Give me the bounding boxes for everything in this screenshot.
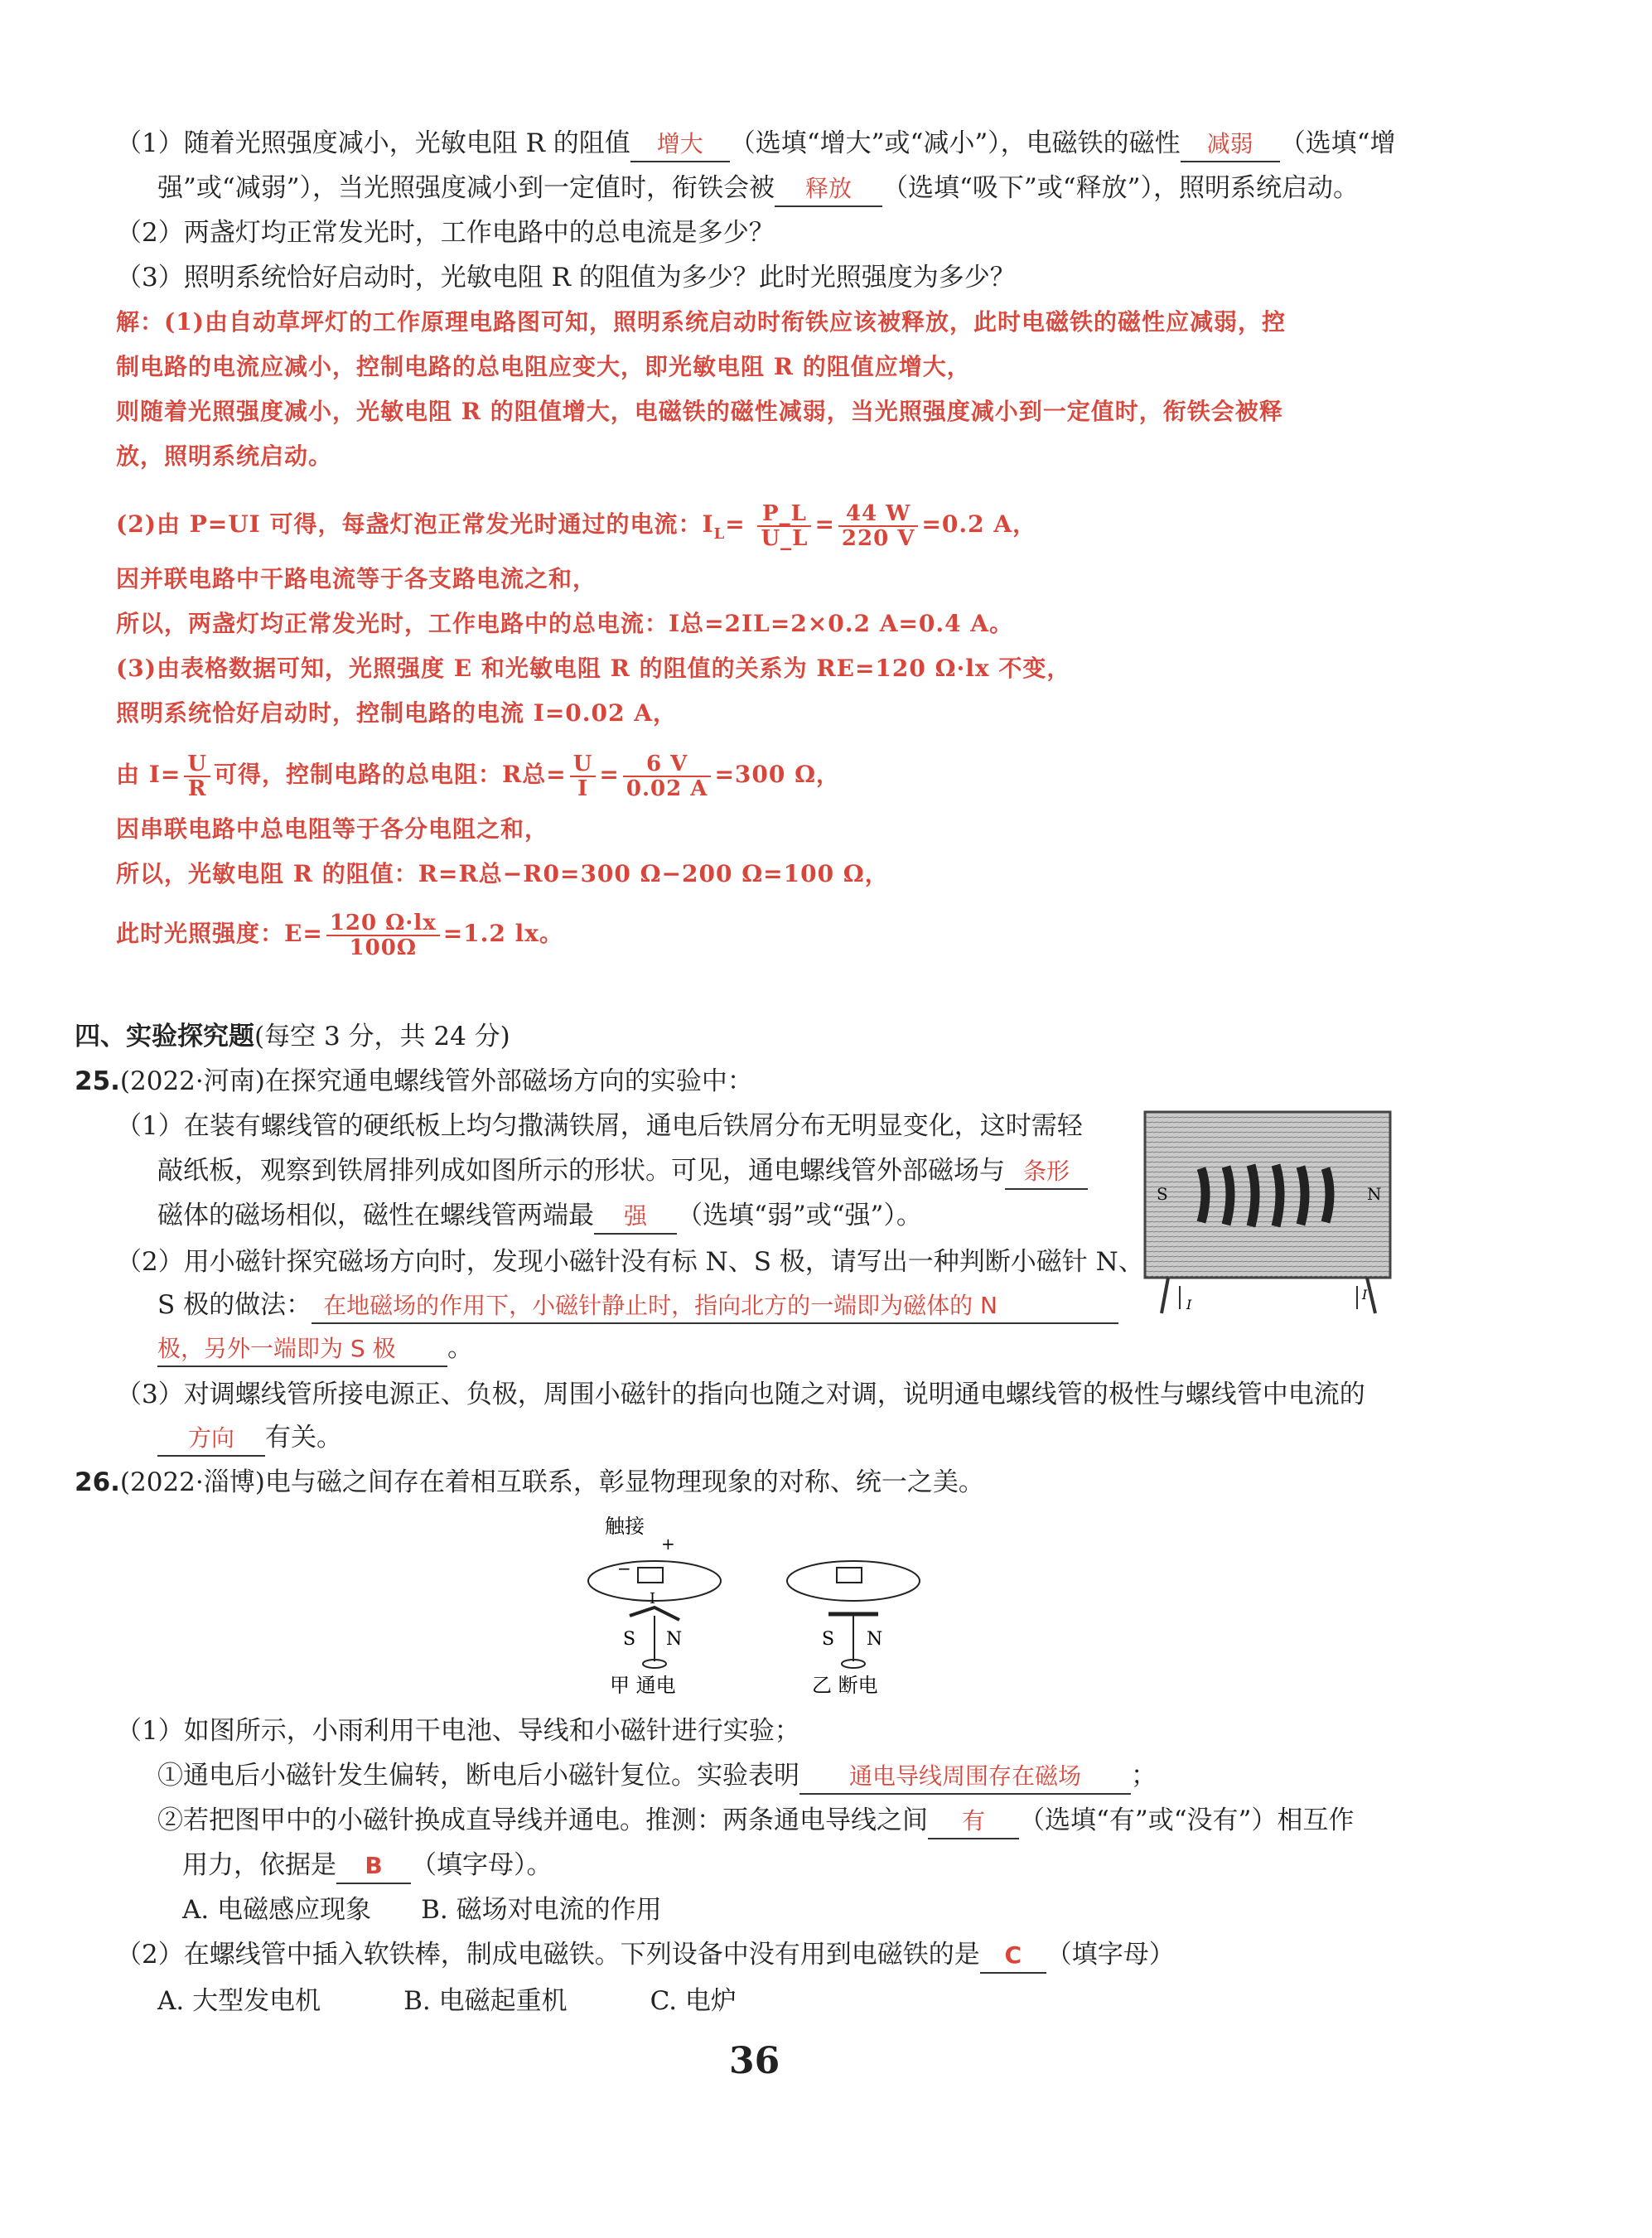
q25-line: 极，另外一端即为 S 极 。 [157,1329,473,1367]
q25-line: 敲纸板，观察到铁屑排列成如图所示的形状。可见，通电螺线管外部磁场与 条形 [157,1152,1088,1190]
compass-experiment-figure [572,1508,953,1699]
fraction: $\frac{44 W}{220 V}$ [838,502,919,550]
q26-heading: 26.(2022·淄博)电与磁之间存在着相互联系，彰显物理现象的对称、统一之美。 [75,1467,984,1497]
answer-blank: 极，另外一端即为 S 极 [157,1332,447,1367]
svg-text:−: − [617,1559,631,1578]
battery-b [837,1568,862,1583]
q25-line: （2）用小磁针探究磁场方向时，发现小磁针没有标 N、S 极，请写出一种判断小磁针 N、 [116,1247,1144,1277]
q26-line: ①通电后小磁针发生偏转，断电后小磁针复位。实验表明 通电导线周围存在磁场 ； [157,1757,1157,1795]
q25-line: 方向 有关。 [157,1419,342,1457]
pole-s-label: S [1157,1184,1168,1204]
svg-text:I: I [1186,1297,1192,1312]
solution-line: 因并联电路中干路电流等于各支路电流之和， [116,565,597,592]
q26-options: A. 电磁感应现象 B. 磁场对电流的作用 [182,1895,662,1925]
q25-line: S 极的做法： 在地磁场的作用下，小磁针静止时，指向北方的一端即为磁体的 N [157,1286,1118,1324]
svg-text:I: I [650,1590,656,1607]
caption-energized: 甲 通电 [610,1674,676,1697]
q26-options: A. 大型发电机 B. 电磁起重机 C. 电炉 [157,1986,737,2016]
leg [1162,1278,1168,1313]
q25-line: 磁体的磁场相似，磁性在螺线管两端最 强 （选填“弱”或“强”）。 [157,1196,922,1235]
solution-formula-resistance: 由 I= $\frac{U}{R}$ 可得，控制电路的总电阻：R总= $\frac{U}{I}$ = $\frac{6 V}{0.02 A}$ =300 Ω， [116,751,841,801]
q24-part2: （2）两盏灯均正常发光时，工作电路中的总电流是多少？ [116,218,775,248]
fraction: $\frac{P\_L}{U\_L}$ [757,502,811,550]
solution-line: 解：(1)由自动草坪灯的工作原理电路图可知，照明系统启动时衔铁应该被释放，此时电磁铁的磁性应减弱，控 [116,308,1286,336]
q24-part1-line1: （1）随着光照强度减小，光敏电阻 R 的阻值 增大 （选填“增大”或“减小”），电磁铁的磁性 减弱 （选填“增 [116,124,1396,162]
page-number: 36 [729,2040,780,2082]
cardboard [1145,1112,1390,1278]
answer-blank: 增大 [630,128,730,162]
q25-line: （3）对调螺线管所接电源正、负极，周围小磁针的指向也随之对调，说明通电螺线管的极性与螺线管中电流的 [116,1380,1365,1409]
solenoid-iron-filings-photo [1143,1110,1400,1317]
q24-part1-line2: 强”或“减弱”），当光照强度减小到一定值时，衔铁会被 释放 （选填“吸下”或“释放”），照明系统启动。 [157,169,1359,207]
solution-line: (3)由表格数据可知，光照强度 E 和光敏电阻 R 的阻值的关系为 RE=120 Ω·lx 不变， [116,655,1071,682]
solution-line: 放，照明系统启动。 [116,442,333,470]
solution-line: 制电路的电流应减小，控制电路的总电阻应变大，即光敏电阻 R 的阻值应增大， [116,353,971,380]
svg-text:+: + [661,1534,675,1554]
svg-text:I: I [1362,1287,1368,1303]
answer-blank: 方向 [157,1422,265,1457]
q24-part3: （3）照明系统恰好启动时，光敏电阻 R 的阻值为多少？此时光照强度为多少？ [116,263,1016,292]
q25-line: （1）在装有螺线管的硬纸板上均匀撒满铁屑，通电后铁屑分布无明显变化，这时需轻 [116,1111,1083,1141]
solution-line: 因串联电路中总电阻等于各分电阻之和， [116,815,549,843]
solution-formula-illuminance: 此时光照强度：E= $\frac{120 \Omega\cdot lx}{100\Omega}$ =1.2 lx。 [116,910,563,960]
q25-heading: 25.(2022·河南)在探究通电螺线管外部磁场方向的实验中： [75,1066,753,1096]
answer-blank: 强 [594,1200,677,1235]
q26-line: （1）如图所示，小雨利用干电池、导线和小磁针进行实验； [116,1716,800,1746]
answer-blank: B [336,1849,411,1884]
solution-formula-current: (2)由 P=UI 可得，每盏灯泡正常发光时通过的电流：$I_L=$ $\frac{P\_L}{U\_L}$ = $\frac{44 W}{220 V}$ =0.2 A， [116,500,1037,551]
touch-label: 触接 [605,1515,645,1538]
section-heading: 四、实验探究题(每空 3 分，共 24 分) [75,1022,510,1051]
solution-line: 所以，两盏灯均正常发光时，工作电路中的总电流：I总=2IL=2×0.2 A=0.4 A。 [116,610,1014,637]
leg [1367,1278,1375,1313]
answer-blank: 在地磁场的作用下，小磁针静止时，指向北方的一端即为磁体的 N [312,1289,1118,1324]
fraction: $\frac{6 V}{0.02 A}$ [623,752,712,800]
q26-line: （2）在螺线管中插入软铁棒，制成电磁铁。下列设备中没有用到电磁铁的是 C （填字母） [116,1936,1175,1974]
svg-text:S: S [623,1629,636,1650]
svg-text:N: N [666,1629,683,1650]
answer-blank: 通电导线周围存在磁场 [799,1760,1131,1795]
solution-line: 所以，光敏电阻 R 的阻值：R=R总−R0=300 Ω−200 Ω=100 Ω， [116,860,889,887]
solution-line: 照明系统恰好启动时，控制电路的电流 I=0.02 A， [116,699,677,727]
caption-disconnected: 乙 断电 [812,1674,878,1697]
fraction: $\frac{U}{I}$ [570,752,597,800]
answer-blank: 有 [928,1805,1019,1839]
solution-line: 则随着光照强度减小，光敏电阻 R 的阻值增大，电磁铁的磁性减弱，当光照强度减小到一定值时，衔铁会被释 [116,398,1283,425]
answer-blank: 条形 [1005,1155,1088,1190]
q26-line: ②若把图甲中的小磁针换成直导线并通电。推测：两条通电导线之间 有 （选填“有”或“没有”）相互作 [157,1801,1354,1839]
answer-blank: 减弱 [1181,128,1280,162]
svg-text:S: S [822,1629,835,1650]
battery-a [638,1568,663,1583]
q26-line: 用力，依据是 B （填字母）。 [182,1846,553,1884]
svg-text:N: N [867,1629,883,1650]
answer-blank: C [980,1939,1046,1974]
fraction: $\frac{120 \Omega\cdot lx}{100\Omega}$ [326,911,440,959]
pole-n-label: N [1367,1184,1382,1204]
answer-blank: 释放 [775,172,882,207]
fraction: $\frac{U}{R}$ [184,752,210,800]
